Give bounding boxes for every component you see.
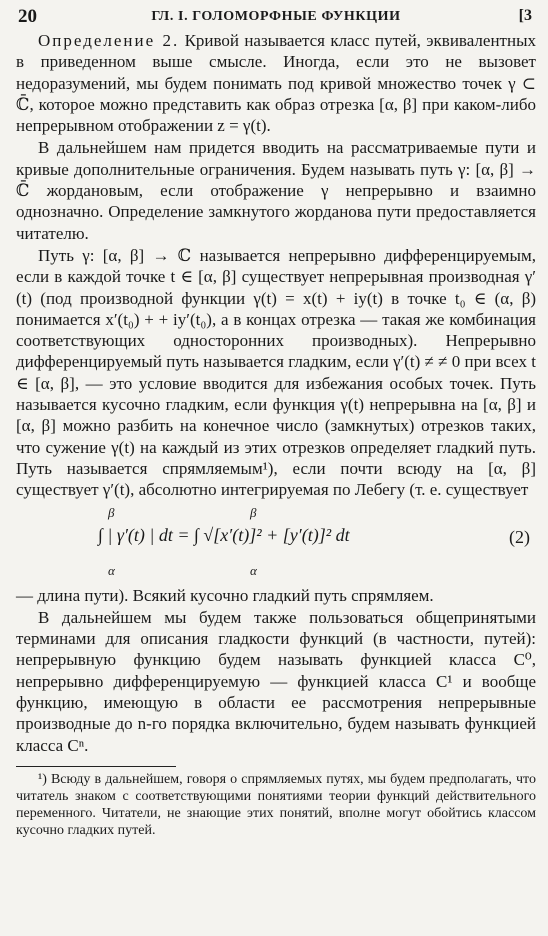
definition-text: Кривой называется класс путей, эквивалентных в приведенном выше смысле. Иногда, если это не вызовет недоразумений, мы будем понимать под кривой множество точек γ ⊂ ℂ̄, которое можно представить как образ отрезка [α, β] при каком-либо непрерывном отображении z = γ(t).: [16, 31, 537, 136]
definition-lead: Определение 2.: [38, 31, 180, 50]
paragraph-length: — длина пути). Всякий кусочно гладкий путь спрямляем.: [16, 585, 434, 605]
paragraph-definition: [16, 30, 536, 136]
lower-limit-2: α: [250, 562, 257, 578]
paragraph-classes: В дальнейшем мы будем также пользоваться общепринятыми терминами для описания гладкости функций (в частности, путей): непрерывную функцию будем называть функцией класса C⁰, непрерывно дифференцируемую — функцией класса C¹ и вообще функцию, имеющую в области ее рассмотрения непрерывные производные до n-го порядка включительно, будем называть функцией класса Cⁿ.: [16, 607, 536, 755]
main-text: [16, 30, 536, 756]
upper-limit-1: β: [108, 504, 115, 520]
equation-number: (2): [509, 526, 530, 547]
integral-formula: [16, 505, 536, 583]
paragraph-smooth: Путь γ: [α, β] → ℂ называется непрерывно дифференцируемым, если в каждой точке t ∈ [α, β] существует непрерывная производная γ′(t) (под производной функции γ(t) = x(t) + iy(t) в точке t₀ ∈ (α, β) понимается x′(t₀) + + iy′(t₀), а в концах отрезка — такая же комбинация соответствующих односторонних производных). Непрерывно дифференцируемый путь называется гладким, если γ′(t) ≠ ≠ 0 при всех t ∈ [α, β], — это условие вводится для избежания особых точек. Путь называется кусочно гладким, если функция γ(t) непрерывна на [α, β] и [α, β] можно разбить на конечное число (замкнутых) отрезков таких, что сужение γ(t) на каждый из этих отрезков определяет гладкий путь. Путь называется спрямляемым¹), если почти всюду на [α, β] существует γ′(t), абсолютно интегрируемая по Лебегу (т. е. существует: [16, 245, 536, 500]
running-head: ГЛ. I. ГОЛОМОРФНЫЕ ФУНКЦИИ: [151, 9, 401, 24]
footnote-divider: [16, 766, 176, 767]
upper-limit-2: β: [250, 504, 257, 520]
section-number: [3: [518, 7, 532, 24]
page-number: 20: [18, 6, 37, 27]
lower-limit-1: α: [108, 562, 115, 578]
formula-expression: ∫ | γ′(t) | dt = ∫ √[x′(t)]² + [y′(t)]² dt: [98, 524, 350, 545]
footnote-text: ¹) Всюду в дальнейшем, говоря о спрямляемых путях, мы будем предполагать, что читатель знаком с соответствующими понятиями теории функций действительного переменного. Читатели, не знающие этих понятий, вполне могут обойтись классом кусочно гладких путей.: [16, 771, 536, 838]
page-header: [16, 4, 536, 30]
footnote: [16, 771, 536, 839]
paragraph-jordan: В дальнейшем нам придется вводить на рассматриваемые пути и кривые дополнительные ограничения. Будем называть путь γ: [α, β] → ℂ̄ жордановым, если отображение γ непрерывно и взаимно однозначно. Определение замкнутого жорданова пути предоставляется читателю.: [16, 138, 536, 243]
